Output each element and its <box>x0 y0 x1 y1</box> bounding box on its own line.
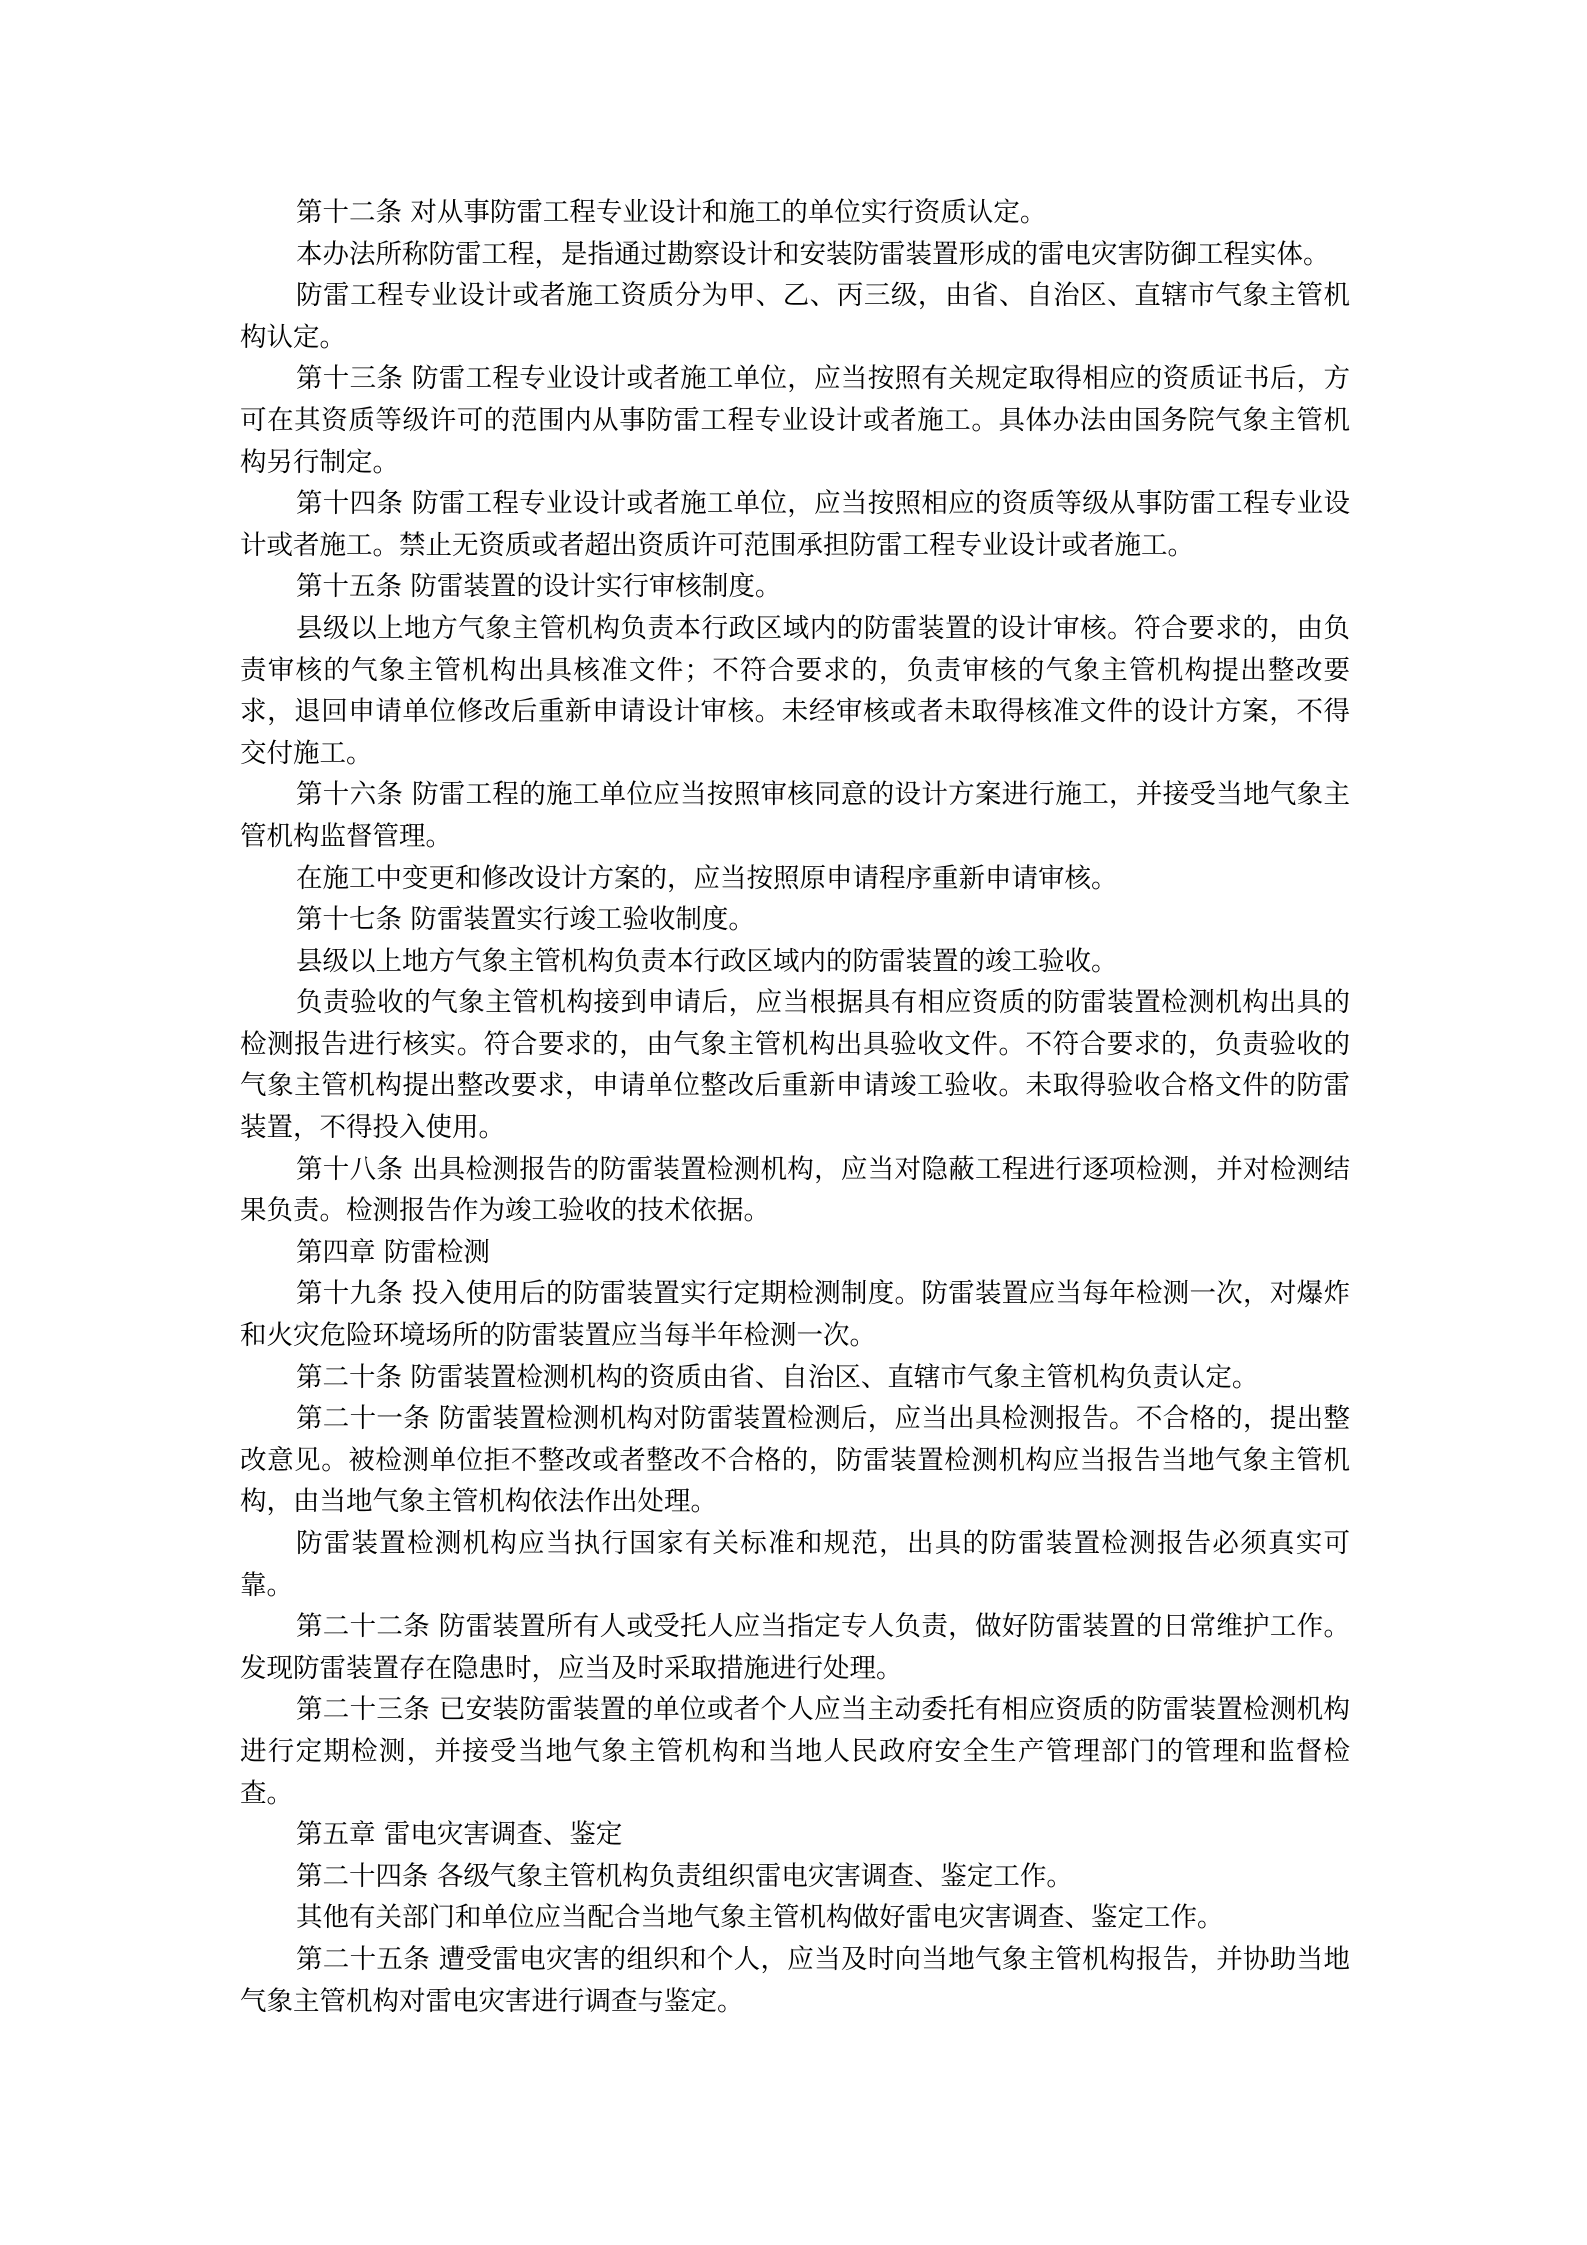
paragraph-article-12: 第十二条 对从事防雷工程专业设计和施工的单位实行资质认定。 <box>296 197 1047 228</box>
paragraph-design-change: 在施工中变更和修改设计方案的，应当按照原申请程序重新申请审核。 <box>296 862 1118 894</box>
paragraph-completion-acceptance: 县级以上地方气象主管机构负责本行政区域内的防雷装置的竣工验收。 <box>296 945 1118 977</box>
paragraph-design-review: 县级以上地方气象主管机构负责本行政区域内的防雷装置的设计审核。符合要求的，由负责审核的气象主管机构出具核准文件；不符合要求的，负责审核的气象主管机构提出整改要求，退回申请单位修改后重新申请设计审核。未经审核或者未取得核准文件的设计方案，不得交付施工。 <box>240 612 1350 769</box>
paragraph-article-15: 第十五条 防雷装置的设计实行审核制度。 <box>296 571 782 603</box>
paragraph-article-22: 第二十二条 防雷装置所有人或受托人应当指定专人负责，做好防雷装置的日常维护工作。发现防雷装置存在隐患时，应当及时采取措施进行处理。 <box>240 1611 1350 1684</box>
paragraph-article-20: 第二十条 防雷装置检测机构的资质由省、自治区、直辖市气象主管机构负责认定。 <box>296 1361 1259 1393</box>
paragraph-article-16: 第十六条 防雷工程的施工单位应当按照审核同意的设计方案进行施工，并接受当地气象主管机构监督管理。 <box>240 779 1350 852</box>
paragraph-article-25: 第二十五条 遭受雷电灾害的组织和个人，应当及时向当地气象主管机构报告，并协助当地气象主管机构对雷电灾害进行调查与鉴定。 <box>240 1943 1350 2017</box>
paragraph-article-19: 第十九条 投入使用后的防雷装置实行定期检测制度。防雷装置应当每年检测一次，对爆炸和火灾危险环境场所的防雷装置应当每半年检测一次。 <box>240 1278 1350 1352</box>
heading-chapter-5: 第五章 雷电灾害调查、鉴定 <box>296 1819 623 1851</box>
paragraph-article-17: 第十七条 防雷装置实行竣工验收制度。 <box>296 904 755 936</box>
paragraph-acceptance-process: 负责验收的气象主管机构接到申请后，应当根据具有相应资质的防雷装置检测机构出具的检测报告进行核实。符合要求的，由气象主管机构出具验收文件。不符合要求的，负责验收的气象主管机构提出整改要求，申请单位整改后重新申请竣工验收。未取得验收合格文件的防雷装置，不得投入使用。 <box>240 987 1350 1144</box>
paragraph-article-14: 第十四条 防雷工程专业设计或者施工单位，应当按照相应的资质等级从事防雷工程专业设计或者施工。禁止无资质或者超出资质许可范围承担防雷工程专业设计或者施工。 <box>240 488 1350 561</box>
paragraph-qualification-grades: 防雷工程专业设计或者施工资质分为甲、乙、丙三级，由省、自治区、直辖市气象主管机构认定。 <box>240 280 1350 353</box>
paragraph-lightning-engineering-definition: 本办法所称防雷工程，是指通过勘察设计和安装防雷装置形成的雷电灾害防御工程实体。 <box>296 238 1330 270</box>
heading-chapter-4: 第四章 防雷检测 <box>296 1236 490 1268</box>
paragraph-article-23: 第二十三条 已安装防雷装置的单位或者个人应当主动委托有相应资质的防雷装置检测机构进行定期检测，并接受当地气象主管机构和当地人民政府安全生产管理部门的管理和监督检查。 <box>240 1694 1350 1809</box>
paragraph-article-21: 第二十一条 防雷装置检测机构对防雷装置检测后，应当出具检测报告。不合格的，提出整改意见。被检测单位拒不整改或者整改不合格的，防雷装置检测机构应当报告当地气象主管机构，由当地气象主管机构依法作出处理。 <box>240 1403 1350 1518</box>
document-body <box>240 192 1350 2022</box>
paragraph-article-24: 第二十四条 各级气象主管机构负责组织雷电灾害调查、鉴定工作。 <box>296 1860 1073 1892</box>
paragraph-cooperation: 其他有关部门和单位应当配合当地气象主管机构做好雷电灾害调查、鉴定工作。 <box>296 1902 1224 1934</box>
paragraph-article-13: 第十三条 防雷工程专业设计或者施工单位，应当按照有关规定取得相应的资质证书后，方可在其资质等级许可的范围内从事防雷工程专业设计或者施工。具体办法由国务院气象主管机构另行制定。 <box>240 363 1350 478</box>
paragraph-article-18: 第十八条 出具检测报告的防雷装置检测机构，应当对隐蔽工程进行逐项检测，并对检测结果负责。检测报告作为竣工验收的技术依据。 <box>240 1153 1350 1227</box>
paragraph-testing-standards: 防雷装置检测机构应当执行国家有关标准和规范，出具的防雷装置检测报告必须真实可靠。 <box>240 1528 1350 1601</box>
